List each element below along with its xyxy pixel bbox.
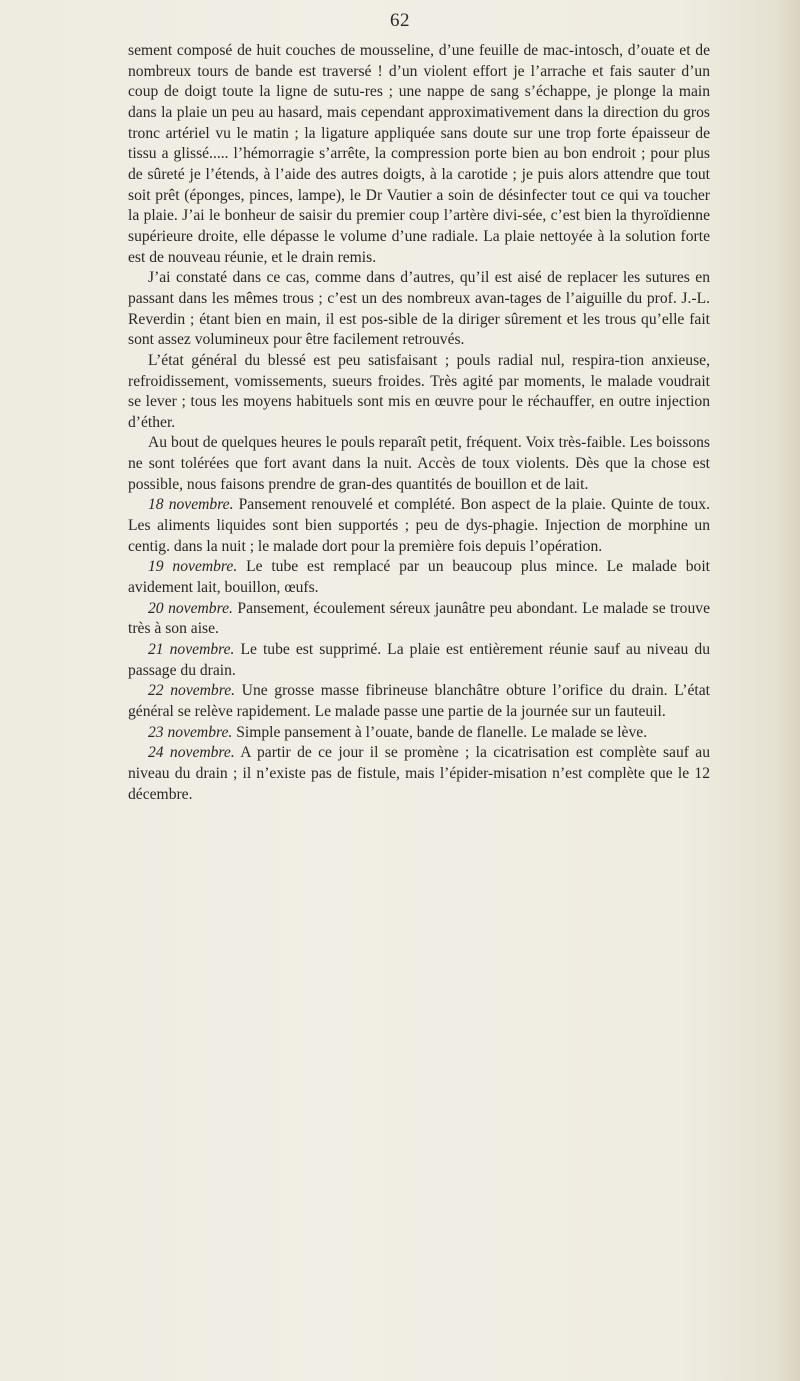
paragraph <box>128 268 710 351</box>
entry-text: Le tube est supprimé. La plaie est entièrement réunie sauf au niveau du passage du drain. <box>128 641 710 679</box>
journal-entry <box>128 743 710 805</box>
journal-entry <box>128 599 710 640</box>
journal-entry <box>128 723 710 744</box>
paragraph <box>128 433 710 495</box>
entry-text: Pansement renouvelé et complété. Bon aspect de la plaie. Quinte de toux. Les aliments liquides sont bien supportés ; peu de dys-phagie. Injection de morphine un centig. dans la nuit ; le malade dort pour la première fois depuis l’opération. <box>128 496 711 555</box>
body-text <box>128 41 710 805</box>
paragraph-text: J’ai constaté dans ce cas, comme dans d’autres, qu’il est aisé de replacer les sutures en passant dans les mêmes trous ; c’est un des nombreux avan-tages de l’aiguille du prof. J.-L. Reverdin ; étant bien en main, il est pos-sible de la diriger sûrement et les trous qu’elle fait sont assez volumineux pour être facilement retrouvés. <box>128 269 710 349</box>
entry-date: 23 novembre. <box>148 723 233 741</box>
entry-date: 19 novembre. <box>148 558 238 576</box>
entry-text: Une grosse masse fibrineuse blanchâtre obture l’orifice du drain. L’état général se relève rapidement. Le malade passe une partie de la journée sur un fauteuil. <box>128 682 711 720</box>
paragraph <box>128 351 710 434</box>
journal-entry <box>128 557 710 598</box>
journal-entry <box>128 640 710 681</box>
entry-date: 18 novembre. <box>148 496 234 514</box>
entry-text: Le tube est remplacé par un beaucoup plus mince. Le malade boit avidement lait, bouillon, œufs. <box>128 558 710 597</box>
journal-entry <box>128 495 710 557</box>
page-number: 62 <box>390 10 410 31</box>
journal-entry <box>128 681 710 722</box>
entry-date: 24 novembre. <box>148 744 235 762</box>
entry-text: Simple pansement à l’ouate, bande de flanelle. Le malade se lève. <box>232 723 648 741</box>
paragraph-text: Au bout de quelques heures le pouls reparaît petit, fréquent. Voix très-faible. Les boissons ne sont tolérées que fort avant dans la nuit. Accès de toux violents. Dès que la chose est possible, nous faisons prendre de gran-des quantités de bouillon et de lait. <box>128 434 710 493</box>
paragraph-text: L’état général du blessé est peu satisfaisant ; pouls radial nul, respira-tion anxieuse, refroidissement, vomissements, sueurs froides. Très agité par moments, le malade voudrait se lever ; tous les moyens habituels sont mis en œuvre pour le réchauffer, en outre injection d’éther. <box>128 351 710 431</box>
entry-date: 22 novembre. <box>148 682 236 700</box>
entry-text: A partir de ce jour il se promène ; la cicatrisation est complète sauf au niveau du drain ; il n’existe pas de fistule, mais l’épider-misation n’est complète que le 12 décembre. <box>128 744 711 803</box>
entry-text: Pansement, écoulement séreux jaunâtre peu abondant. Le malade se trouve très à son aise. <box>128 599 710 638</box>
paragraph <box>128 41 710 268</box>
entry-date: 21 novembre. <box>148 641 235 659</box>
paragraph-text: sement composé de huit couches de mousseline, d’une feuille de mac-intosch, d’ouate et de nombreux tours de bande est traversé ! d’un violent effort je l’arrache et fais sauter d’un coup de doigt toute la ligne de sutu-res ; une nappe de sang s’échappe, je plonge la main dans la plaie un peu au hasard, mais cependant approximativement dans la direction du gros tronc artériel vu le matin ; la ligature appliquée sans doute sur une trop forte épaisseur de tissu a glissé..... l’hémorragie s’arrête, la compression porte bien au bon endroit ; pour plus de sûreté je l’étends, à l’aide des autres doigts, à la carotide ; je puis alors attendre que tout soit prêt (éponges, pinces, lampe), le Dr Vautier a soin de désinfecter tout ce qui va toucher la plaie. J’ai le bonheur de saisir du premier coup l’artère divi-sée, c’est bien la thyroïdienne supérieure droite, elle dépasse le volume d’une radiale. La plaie nettoyée à la solution forte est de nouveau réunie, et le drain remis. <box>128 42 710 266</box>
entry-date: 20 novembre. <box>148 599 233 617</box>
